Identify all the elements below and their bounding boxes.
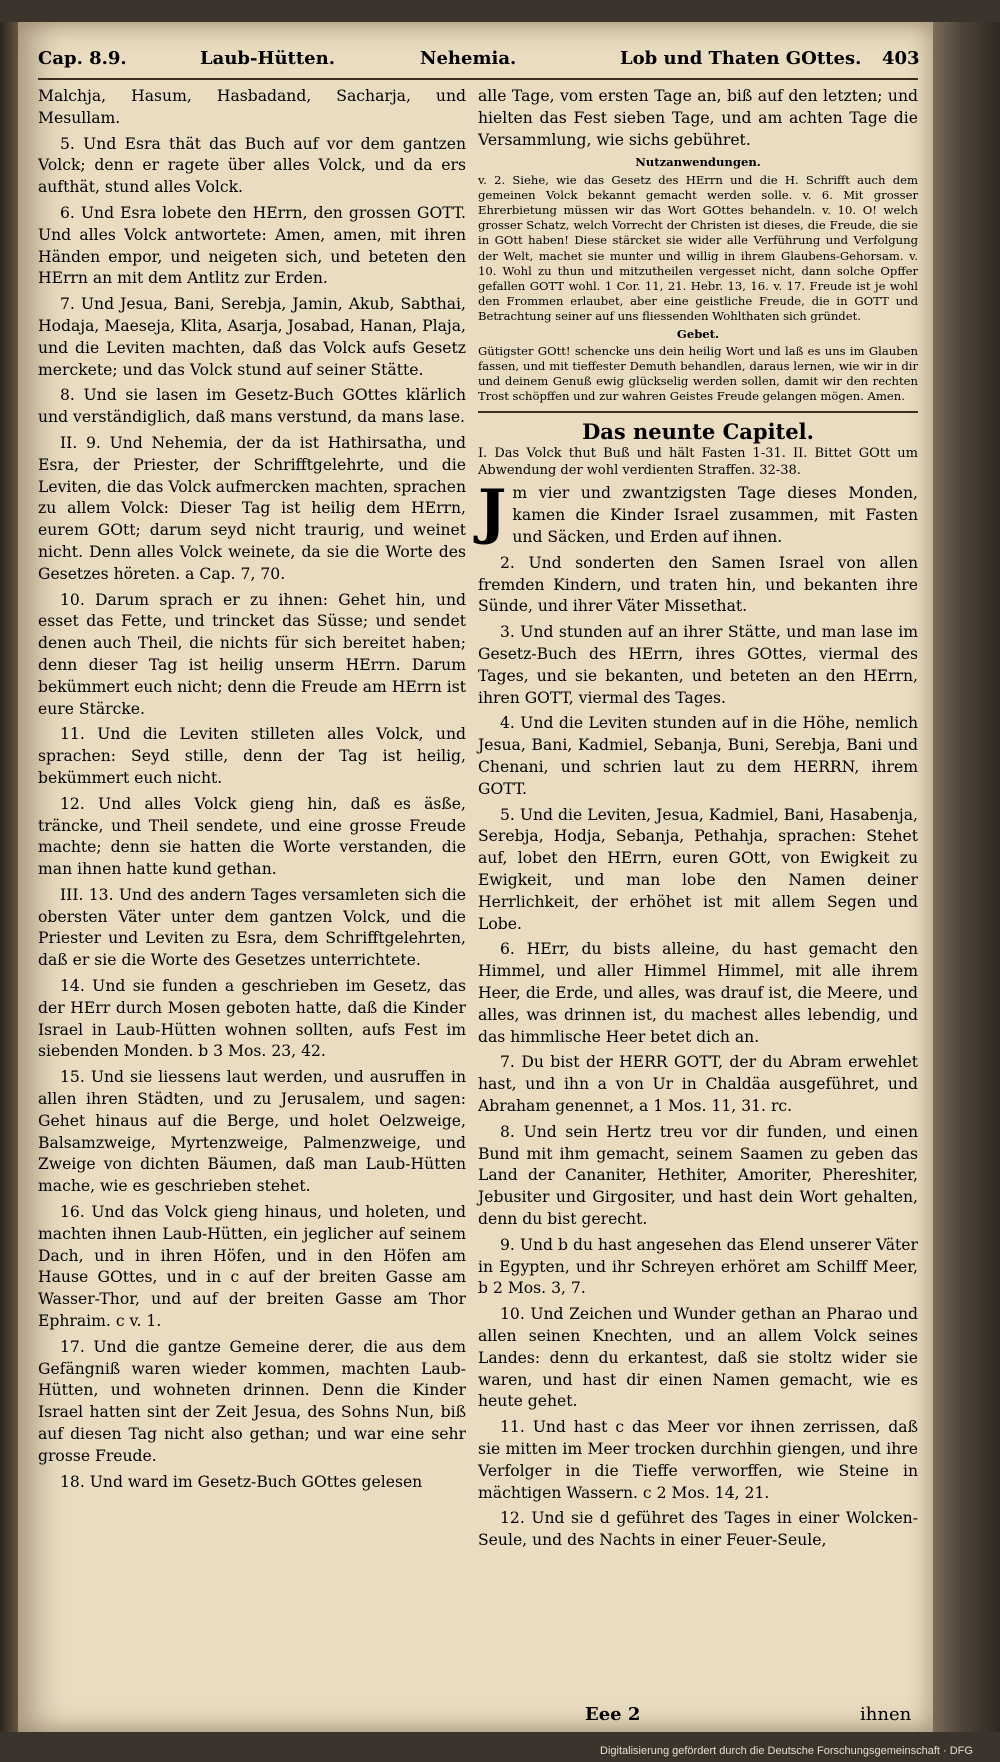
- left-paragraph: 5. Und Esra thät das Buch auf vor dem gantzen Volck; denn er ragete über alles Volck, und da ers aufthät, stund alles Volck.: [38, 134, 466, 197]
- header-right-topic: Lob und Thaten GOttes.: [620, 48, 862, 69]
- left-paragraph: III. 13. Und des andern Tages versamleten sich die obersten Väter unter dem gantzen Volck, und die Priester und Leviten zu Esra, dem Schrifftgelehrten, daß er sie die Worte des Gesetzes unterrichtete.: [38, 885, 466, 970]
- left-paragraph: 8. Und sie lasen im Gesetz-Buch GOttes klärlich und verständiglich, daß mans verstund, da mans lase.: [38, 386, 466, 427]
- chapter-verse: m vier und zwantzigsten Tage dieses Monden, kamen die Kinder Israel zusammen, mit Fasten und Säcken, und Erden auf ihnen.: [512, 484, 918, 547]
- left-paragraph: 16. Und das Volck gieng hinaus, und holeten, und machten ihnen Laub-Hütten, ein jeglicher auf seinem Dach, und in ihren Höfen, und in den Höfen am Hause GOttes, und in c auf der breiten Gasse am Wasser-Thor, und auf der breiten Gasse am Thor Ephraim. c v. 1.: [38, 1203, 466, 1331]
- chapter-verse: 11. Und hast c das Meer vor ihnen zerrissen, daß sie mitten im Meer trocken durchhin giengen, und ihre Verfolger in die Tieffe verworffen, wie Steine in mächtigen Wassern. c 2 Mos. 14, 21.: [478, 1418, 918, 1502]
- signature-mark: Eee 2: [585, 1704, 641, 1725]
- left-paragraph: 6. Und Esra lobete den HErrn, den grossen GOTT. Und alles Volck antwortete: Amen, amen, mit ihren Händen empor, und neigeten sich, und beteten den HErrn an mit dem Antlitz zur Erden.: [38, 203, 466, 288]
- section-divider: [478, 411, 918, 413]
- page-number: 403: [882, 48, 920, 69]
- drop-cap: J: [478, 477, 507, 548]
- chapter-verse: 2. Und sonderten den Samen Israel von allen fremden Kindern, und traten hin, und bekanten ihre Sünde, und ihrer Väter Missethat.: [478, 553, 918, 616]
- left-paragraph: 11. Und die Leviten stilleten alles Volck, und sprachen: Seyd stille, denn der Tag ist heilig, bekümmert euch nicht.: [38, 725, 466, 787]
- nutzanwendungen-text: v. 2. Siehe, wie das Gesetz des HErrn und die H. Schrifft auch dem gemeinen Volck bekannt gemacht werden solle. v. 6. Mit grosser Ehrerbietung müssen wir das Wort GOttes behandeln. v. 10. O! welch grosser Schatz, welch Vorrecht der Christen ist dieses, die Freude, die sie in GOtt haben! Diese stärcket sie wider alle Verführung und Verfolgung der Welt, machet sie munter und willig in ihrem Glaubens-Gehorsam. v. 10. Wohl zu thun und mitzutheilen vergesset nicht, dann solche Opffer gefallen GOTT wohl. 1 Cor. 11, 21. Hebr. 13, 16. v. 17. Freude ist je wohl den Frommen erlaubet, aber eine geistliche Freude, die in GOTT und Betrachtung seiner auf uns fliessenden Wohlthaten sich gründet.: [478, 172, 918, 324]
- left-paragraph: 10. Darum sprach er zu ihnen: Gehet hin, und esset das Fette, und trincket das Süsse; und sendet denen auch Theil, die nichts für sich bereitet haben; denn dieser Tag ist heilig unserm HErrn. Darum bekümmert euch nicht; denn die Freude am HErrn ist eure Stärcke.: [38, 590, 466, 718]
- chapter-title: Das neunte Capitel.: [582, 418, 814, 444]
- chapter-verse: 3. Und stunden auf an ihrer Stätte, und man lase im Gesetz-Buch des HErrn, ihres GOttes, viermal des Tages, und sie bekanten, und beteten an den HErrn, ihren GOTT, viermal des Tages.: [478, 623, 918, 707]
- left-paragraph: Malchja, Hasum, Hasbadand, Sacharja, und Mesullam.: [38, 87, 466, 127]
- chapter-verse: 7. Du bist der HERR GOTT, der du Abram erwehlet hast, und ihn a von Ur in Chaldäa ausgeführet, und Abraham genennet, a 1 Mos. 11, 31. rc.: [478, 1053, 918, 1115]
- chapter-summary: I. Das Volck thut Buß und hält Fasten 1-31. II. Bittet GOtt um Abwendung der wohl verdienten Straffen. 32-38.: [478, 446, 918, 478]
- nutzanwendungen-block: [478, 155, 918, 404]
- chapter-verse: 12. Und sie d geführet des Tages in einer Wolcken-Seule, und des Nachts in einer Feuer-Seule,: [478, 1509, 918, 1550]
- header-book: Nehemia.: [420, 48, 517, 69]
- left-paragraph: II. 9. Und Nehemia, der da ist Hathirsatha, und Esra, der Priester, der Schrifftgelehrte, und die Leviten, die das Volck aufmercken machten, sprachen zu allem Volck: Dieser Tag ist heilig dem HErrn, eurem GOtt; darum seyd nicht traurig, und weinet nicht. Denn alles Volck weinete, da sie die Worte des Gesetzes höreten. a Cap. 7, 70.: [38, 433, 466, 583]
- catchword: ihnen: [860, 1704, 912, 1725]
- chapter-verse: 8. Und sein Hertz treu vor dir funden, und einen Bund mit ihm gemacht, seinem Saamen zu geben das Land der Cananiter, Hethiter, Amoriter, Phereshiter, Jebusiter und Girgositer, und hast dein Wort gehalten, denn du bist gerecht.: [478, 1122, 918, 1228]
- chapter-verse: 4. Und die Leviten stunden auf in die Höhe, nemlich Jesua, Bani, Kadmiel, Sebanja, Buni, Serebja, Bani und Chenani, und schrien laut zu dem HERRN, ihrem GOTT.: [478, 714, 918, 798]
- chapter-verse: 9. Und b du hast angesehen das Elend unserer Väter in Egypten, und ihr Schreyen erhöret am Schilff Meer, b 2 Mos. 3, 7.: [478, 1235, 918, 1298]
- left-paragraph: 7. Und Jesua, Bani, Serebja, Jamin, Akub, Sabthai, Hodaja, Maeseja, Klita, Asarja, Josabad, Hanan, Plaja, und die Leviten machten, daß das Volck aufs Gesetz merckete; und das Volck stund auf seiner Stätte.: [38, 295, 466, 379]
- right-column: [478, 86, 918, 1556]
- page-edge: [933, 22, 1000, 1732]
- nutzanwendungen-heading: Nutzanwendungen.: [635, 155, 761, 170]
- left-paragraph: 14. Und sie funden a geschrieben im Gesetz, das der HErr durch Mosen geboten hatte, daß die Kinder Israel in Laub-Hütten wohnen sollten, aufs Fest im siebenden Monden. b 3 Mos. 23, 42.: [38, 977, 466, 1061]
- header-rule: [38, 78, 918, 80]
- footer-credit: Digitalisierung gefördert durch die Deutsche Forschungsgemeinschaft · DFG: [600, 1745, 973, 1757]
- header-left-topic: Laub-Hütten.: [200, 48, 335, 69]
- header-chapter-ref: Cap. 8.9.: [38, 48, 127, 69]
- gebet-text: Gütigster GOtt! schencke uns dein heilig Wort und laß es uns im Glauben fassen, und mit tieffester Demuth behandlen, daraus lernen, wie wir in dir und deinem Genuß ewig glückselig werden sollen, damit wir den rechten Trost schöpffen und zur wahren Geistes Freude gelangen mögen. Amen.: [478, 343, 918, 404]
- left-column: [38, 86, 466, 1497]
- chapter-verse: 5. Und die Leviten, Jesua, Kadmiel, Bani, Hasabenja, Serebja, Hodja, Sebanja, Pethahja, sprachen: Stehet auf, lobet den HErrn, euren GOtt, von Ewigkeit zu Ewigkeit, und man lobe den Namen deiner Herrlichkeit, der erhöhet ist mit allem Segen und Lobe.: [478, 805, 918, 933]
- chapter-verse: 6. HErr, du bists alleine, du hast gemacht den Himmel, und aller Himmel Himmel, mit alle ihrem Heer, die Erde, und alles, was drauf ist, die Meere, und alles, was drinnen ist, du machest alles lebendig, und das himmlische Heer betet dich an.: [478, 940, 918, 1046]
- gebet-heading: Gebet.: [676, 326, 720, 341]
- left-paragraph: 15. Und sie liessens laut werden, und ausruffen in allen ihren Städten, und zu Jerusalem, und sagen: Gehet hinaus auf die Berge, und holet Oelzweige, Balsamzweige, Myrtenzweige, Palmenzweige, und Zweige von dichten Bäumen, daß man Laub-Hütten mache, wie es geschrieben stehet.: [38, 1068, 466, 1196]
- left-paragraph: 18. Und ward im Gesetz-Buch GOttes gelesen: [60, 1472, 423, 1491]
- book-spine-shadow: [0, 22, 20, 1732]
- chapter-verse: 10. Und Zeichen und Wunder gethan an Pharao und allen seinen Knechten, und an allem Volck seines Landes: denn du erkantest, daß sie stoltz wider sie waren, und hast dir einen Namen gemacht, wie es heute gehet.: [478, 1305, 918, 1411]
- left-paragraph: 12. Und alles Volck gieng hin, daß es äsße, träncke, und Theil sendete, und eine grosse Freude machte; denn sie hatten die Worte verstanden, die man ihnen hatte kund gethan.: [38, 794, 466, 879]
- left-paragraph: 17. Und die gantze Gemeine derer, die aus dem Gefängniß waren wieder kommen, machten Laub-Hütten, und wohneten drinnen. Denn die Kinder Israel hatten sint der Zeit Jesua, des Sohns Nun, biß auf diesen Tag nicht also gethan; und war eine sehr grosse Freude.: [38, 1337, 466, 1465]
- right-paragraph: alle Tage, vom ersten Tage an, biß auf den letzten; und hielten das Fest sieben Tage, und am achten Tage die Versammlung, wie sichs gebühret.: [478, 87, 918, 149]
